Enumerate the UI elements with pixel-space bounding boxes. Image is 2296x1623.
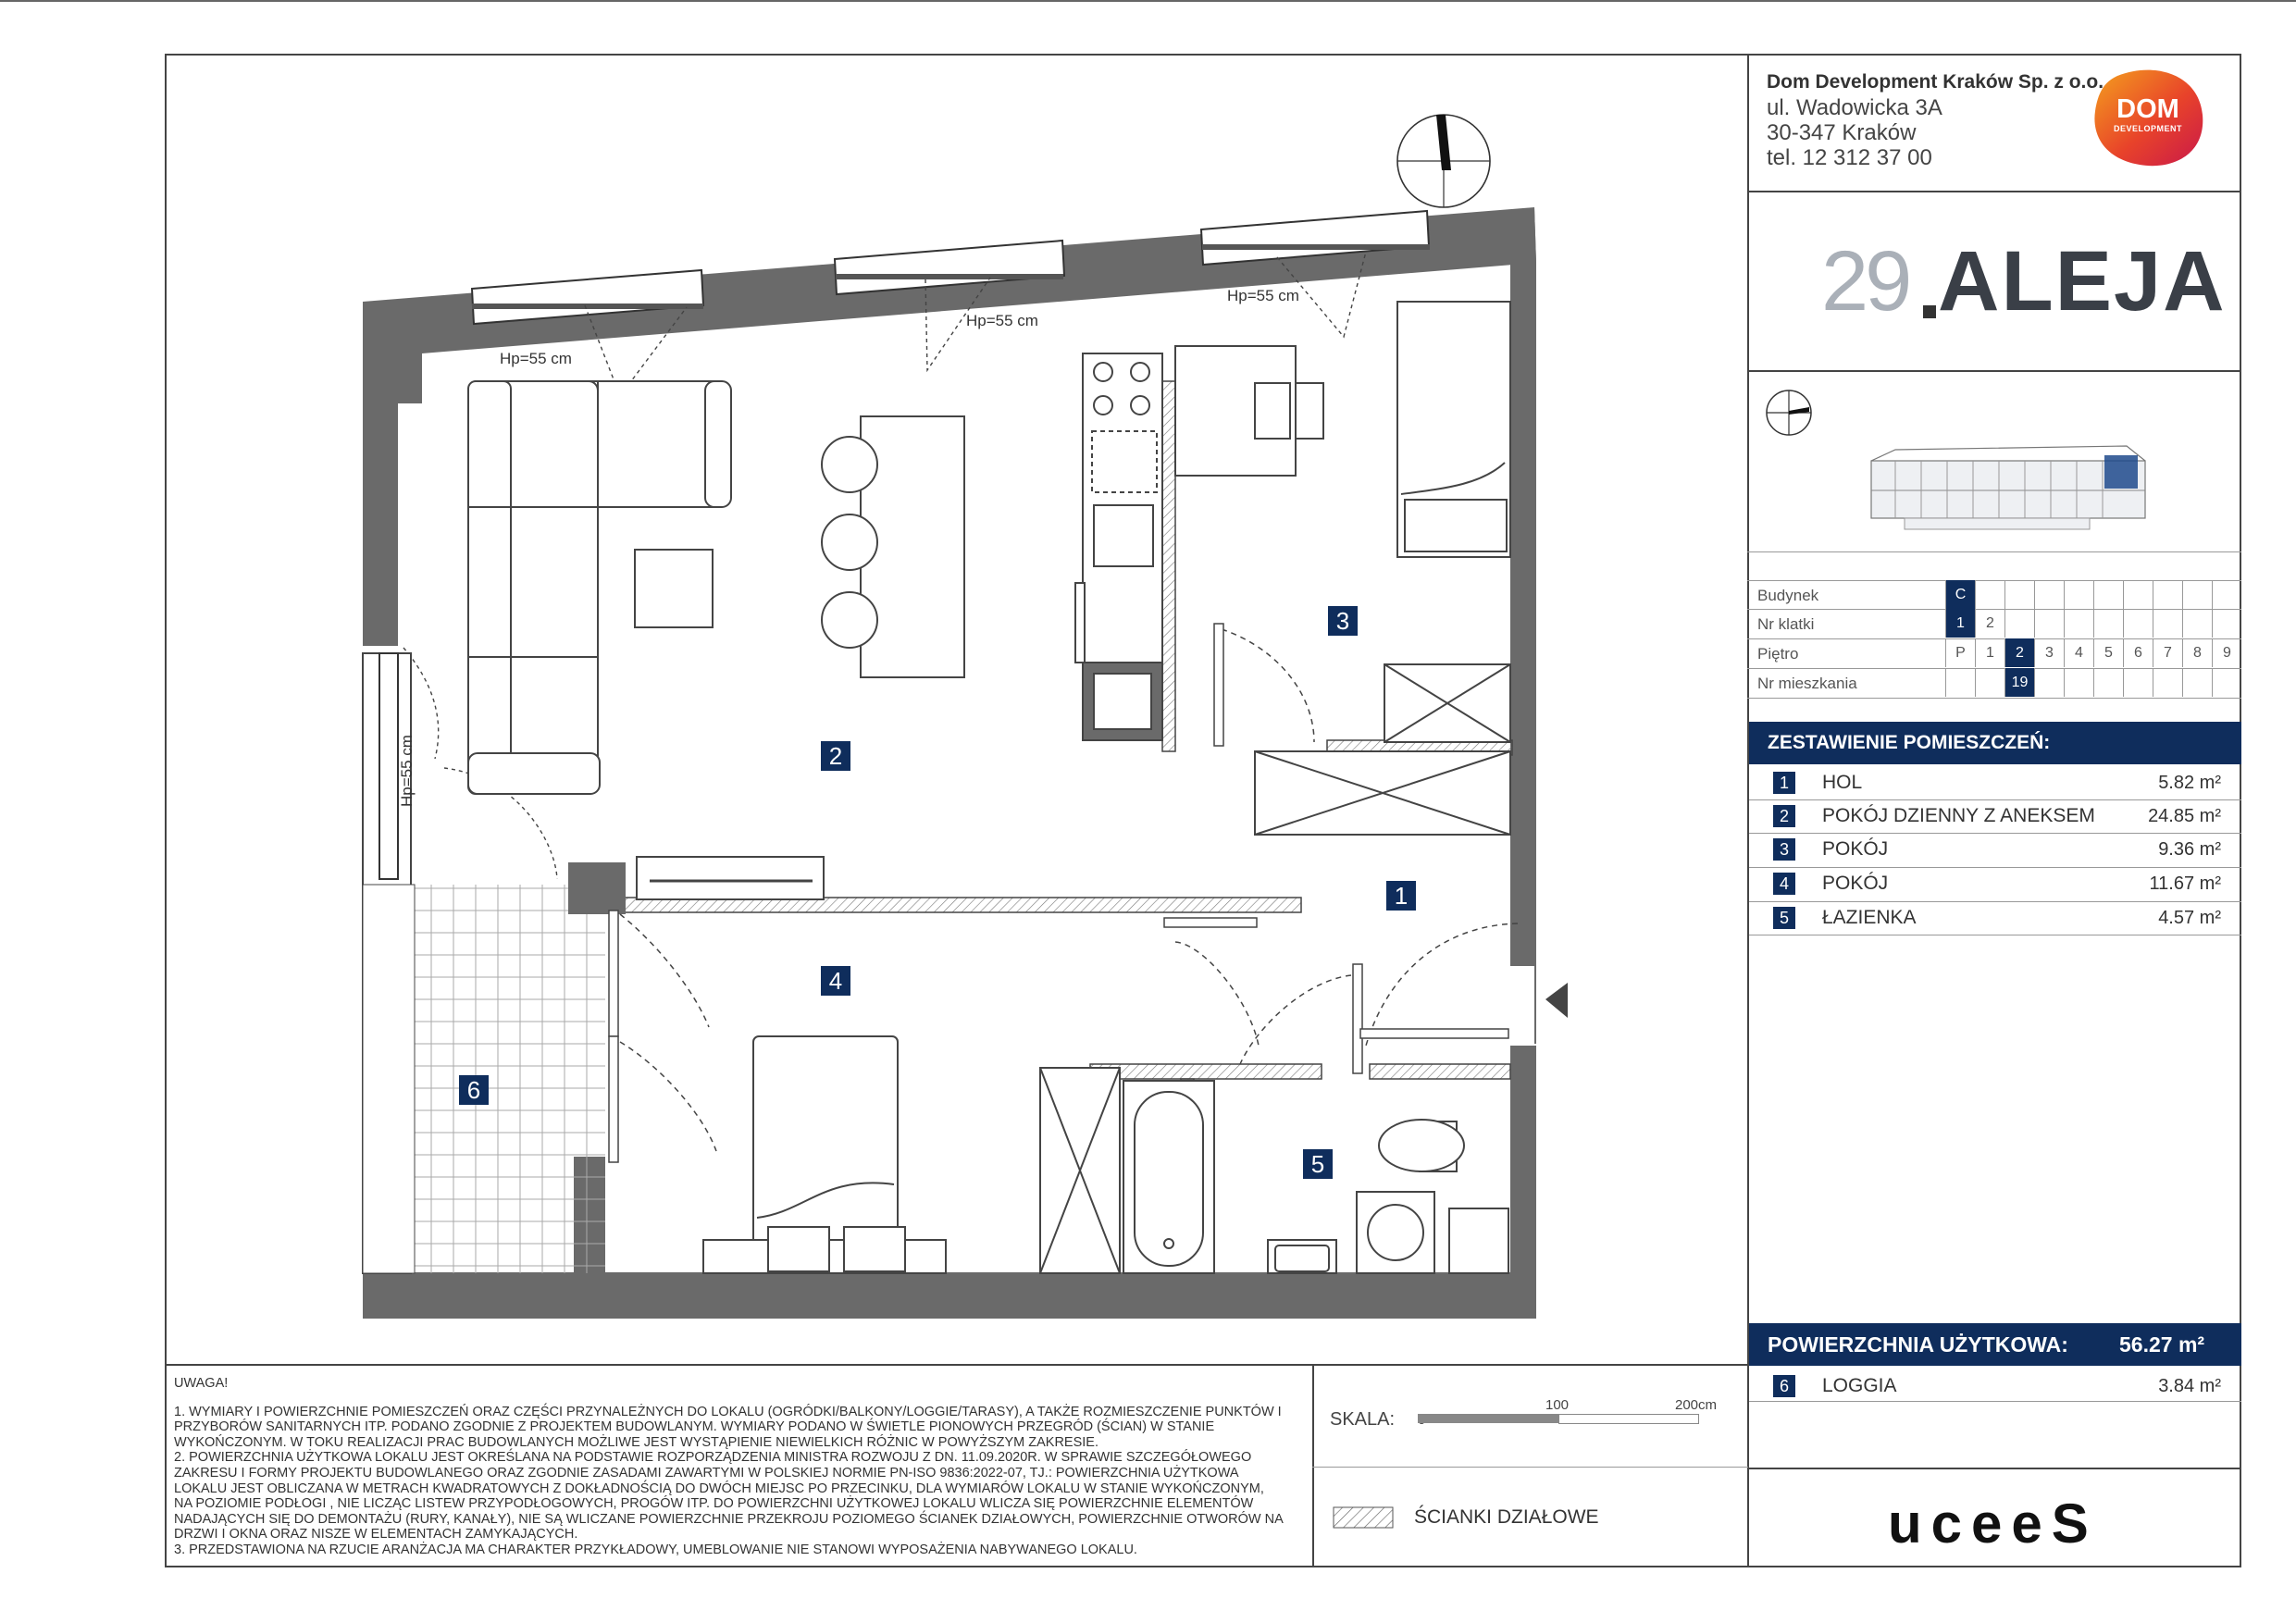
dom-development-logo <box>2090 67 2206 170</box>
pietro-option[interactable]: 3 <box>2034 638 2064 667</box>
budynek-option[interactable]: C <box>1945 580 1975 609</box>
room-area: 5.82 m² <box>2158 773 2221 793</box>
project-divider <box>1747 370 2241 372</box>
uceees-brand-logo: uceeS <box>1888 1493 2098 1555</box>
room-number: 1 <box>1773 772 1795 794</box>
hatch-legend-icon <box>1333 1506 1394 1529</box>
company-street: ul. Wadowicka 3A <box>1767 95 1942 120</box>
klatka-option[interactable]: 1 <box>1945 609 1975 638</box>
pietro-option[interactable]: P <box>1945 638 1975 667</box>
room-number: 6 <box>1773 1375 1795 1397</box>
legend-partitions: ŚCIANKI DZIAŁOWE <box>1414 1506 1599 1528</box>
plan-label-room3: 3 <box>1328 606 1358 636</box>
keyplan-compass-icon <box>1763 387 1815 439</box>
pietro-option[interactable]: 2 <box>2004 638 2034 667</box>
pietro-option[interactable]: 1 <box>1975 638 2004 667</box>
room-area: 4.57 m² <box>2158 908 2221 928</box>
note-line: DRZWI I OKNA ORAZ NISZE W ELEMENTACH ZAMYKAJĄCYCH. <box>174 1527 578 1542</box>
room-number: 3 <box>1773 838 1795 861</box>
company-name: Dom Development Kraków Sp. z o.o. <box>1767 71 2104 93</box>
mieszkanie-value: 19 <box>2004 668 2034 697</box>
usable-area-bar <box>1749 1323 2241 1366</box>
note-line: NADAJĄCYCH SIĘ DO DEMONTAŻU (RURY, KANAŁY), NIE SĄ WLICZANE POWIERZCHNIE PRZEKROJU POZIOMEGO ŚCIANEK DZIAŁOWYCH, POWIERZCHNIE OTWORÓW NA <box>174 1511 1284 1527</box>
room-area: 9.36 m² <box>2158 839 2221 860</box>
note-line: ZAKRESU I FORMY PROJEKTU BUDOWLANEGO ORAZ ZGODNIE ZASADAMI ZAWARTYMI W POLSKIEJ NORMIE PN-ISO 9836:2022-07, TJ.: POWIERZCHNIA UŻYTKOWA <box>174 1465 1239 1481</box>
pietro-option[interactable]: 8 <box>2182 638 2212 667</box>
room-name: ŁAZIENKA <box>1822 907 1917 928</box>
window-height-label: Hp=55 cm <box>966 312 1038 329</box>
room-name: POKÓJ <box>1822 838 1889 860</box>
company-phone: tel. 12 312 37 00 <box>1767 145 1932 170</box>
scale-label: SKALA: <box>1330 1409 1396 1430</box>
note-line: NA POZIOMIE PODŁOGI , NIE LICZĄC LISTEW PRZYPODŁOGOWYCH, PROGÓW ITP. DO POWIERZCHNI UŻYTKOWEJ LOKALU WLICZA SIĘ POWIERZCHNIE ELEMENTÓW <box>174 1496 1254 1512</box>
top-border-line <box>0 0 2296 2</box>
room-area: 3.84 m² <box>2158 1376 2221 1396</box>
pietro-option[interactable]: 7 <box>2153 638 2182 667</box>
company-city: 30-347 Kraków <box>1767 120 1917 145</box>
floor-plan <box>342 111 1712 1332</box>
rooms-header: ZESTAWIENIE POMIESZCZEŃ: <box>1749 722 2241 764</box>
pietro-option[interactable]: 6 <box>2123 638 2153 667</box>
note-line: LOKALU JEST OBLICZANA W METRACH KWADRATOWYCH Z DOKŁADNOŚCIĄ DO DWÓCH MIEJSC PO PRZECINKU, DLA WYMIARÓW LOKALU W STANIE WYKOŃCZONYM, <box>174 1481 1264 1496</box>
prop-label-pietro: Piętro <box>1757 645 1799 663</box>
notes-divider <box>165 1364 1749 1366</box>
pietro-option[interactable]: 5 <box>2093 638 2123 667</box>
plan-label-room4: 4 <box>821 966 850 996</box>
note-line: 1. WYMIARY I POWIERZCHNIE POMIESZCZEŃ ORAZ CZĘŚCI PRZYNALEŻNYCH DO LOKALU (OGRÓDKI/BALKONY/LOGGIE/TARASY), A TAKŻE ROZMIESZCZENIE PUNKTÓW I <box>174 1404 1282 1419</box>
project-logo-number: 29 <box>1821 234 1909 328</box>
project-logo-dot <box>1923 305 1936 318</box>
room-name: POKÓJ <box>1822 873 1889 894</box>
company-divider <box>1747 191 2241 192</box>
room-area: 11.67 m² <box>2149 873 2221 894</box>
prop-label-mieszkanie: Nr mieszkania <box>1757 675 1857 692</box>
notes-block <box>174 1376 1303 1558</box>
window-height-label: Hp=55 cm <box>398 735 416 807</box>
room-number: 5 <box>1773 907 1795 929</box>
scale-divider <box>1312 1364 1314 1567</box>
plan-label-loggia: 6 <box>459 1075 489 1105</box>
prop-label-budynek: Budynek <box>1757 587 1819 604</box>
usable-area-value: 56.27 m² <box>2119 1332 2205 1357</box>
room-name: LOGGIA <box>1822 1375 1897 1396</box>
scale-tick-100: 100 <box>1545 1397 1570 1413</box>
project-logo-word: ALEJA <box>1938 234 2227 328</box>
scale-bar-empty <box>1558 1414 1699 1424</box>
pietro-option[interactable]: 4 <box>2064 638 2093 667</box>
dom-logo-subtext: DEVELOPMENT <box>2113 124 2182 133</box>
room-name: HOL <box>1822 772 1863 793</box>
plan-label-living: 2 <box>821 741 850 771</box>
pietro-option[interactable]: 9 <box>2212 638 2241 667</box>
notes-title: UWAGA! <box>174 1376 229 1391</box>
usable-area-label: POWIERZCHNIA UŻYTKOWA: <box>1768 1332 2068 1357</box>
plan-label-hol: 1 <box>1386 881 1416 911</box>
plan-label-bathroom: 5 <box>1303 1149 1333 1179</box>
note-line: WYKOŃCZONYM. W TOKU REALIZACJI PRAC BUDOWLANYCH MOŻLIWE JEST WYSTĄPIENIE NIEWIELKICH RÓŻNIC W POWYŻSZYM ZAKRESIE. <box>174 1434 1098 1450</box>
note-line: PRZYBORÓW SANITARNYCH ITP. PODANO ZGODNIE Z PROJEKTEM BUDOWLANYM. WYMIARY PODANO W ŚWIETLE PIONOWYCH PRZEGRÓD (ŚCIAN) W STANIE <box>174 1419 1215 1435</box>
scale-tick-200: 200cm <box>1675 1397 1718 1413</box>
dom-logo-text: DOM <box>2116 94 2179 124</box>
prop-label-klatka: Nr klatki <box>1757 615 1815 633</box>
room-number: 4 <box>1773 873 1795 895</box>
window-height-label: Hp=55 cm <box>1227 287 1299 304</box>
room-name: POKÓJ DZIENNY Z ANEKSEM <box>1822 805 2095 826</box>
klatka-option[interactable]: 2 <box>1975 609 2004 638</box>
building-key-plan <box>1868 442 2151 539</box>
room-area: 24.85 m² <box>2148 806 2221 826</box>
note-line: 2. POWIERZCHNIA UŻYTKOWA LOKALU JEST OKREŚLANA NA PODSTAWIE ROZPORZĄDZENIA MINISTRA ROZWOJU Z DN. 11.09.2020R. W SPRAWIE SZCZEGÓŁOWEGO <box>174 1450 1252 1466</box>
room-number: 2 <box>1773 805 1795 827</box>
scale-bar-filled <box>1418 1414 1558 1423</box>
window-height-label: Hp=55 cm <box>500 350 572 367</box>
brand-divider <box>1747 1468 2241 1469</box>
keyplan-divider <box>1747 551 2241 552</box>
legend-divider <box>1312 1467 1748 1468</box>
note-line: 3. PRZEDSTAWIONA NA RZUCIE ARANŻACJA MA CHARAKTER PRZYKŁADOWY, UMEBLOWANIE NIE STANOWI WYPOSAŻENIA NABYWANEGO LOKALU. <box>174 1542 1137 1557</box>
